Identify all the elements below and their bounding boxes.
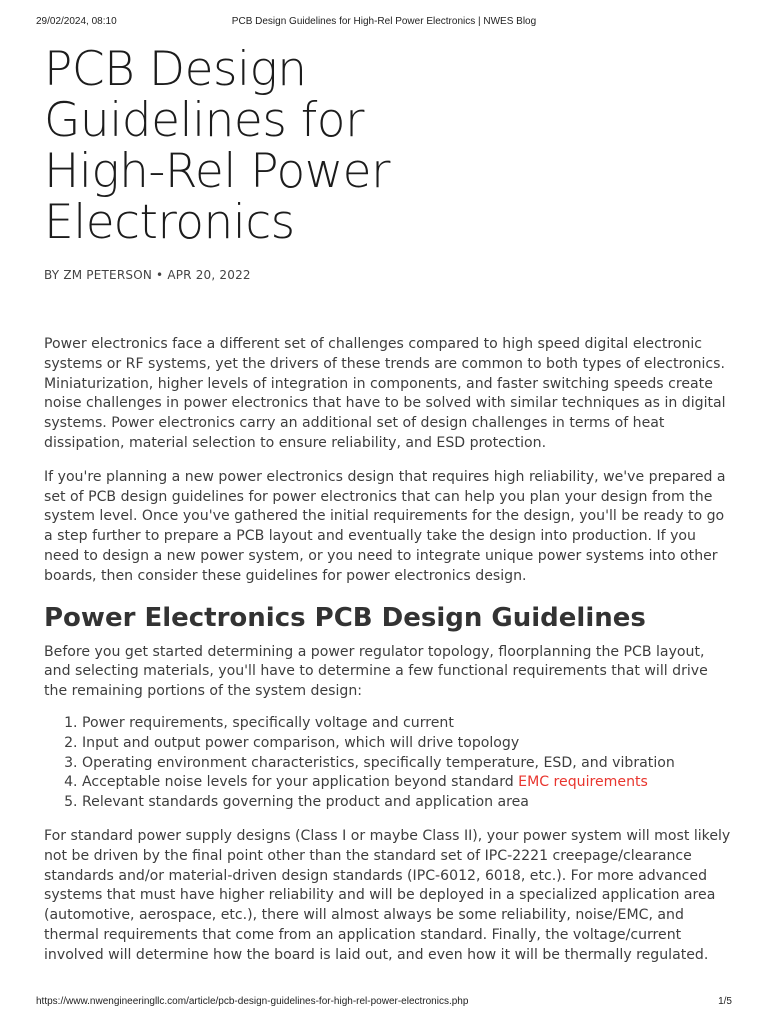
- list-item: [82, 793, 734, 813]
- article-title: PCB Design Guidelines for High-Rel Power Electronics: [44, 42, 390, 250]
- list-item: [82, 754, 734, 774]
- section-intro-paragraph: Before you get started determining a power regulator topology, floorplanning the PCB layout, and selecting materials, you'll have to determine a few functional requirements that will drive the remaining portions of the system design:: [44, 643, 708, 700]
- print-url: https://www.nwengineeringllc.com/article/pcb-design-guidelines-for-high-rel-power-electronics.php: [36, 996, 469, 1007]
- intro-paragraph-1: Power electronics face a different set of challenges compared to high speed digital electronic systems or RF systems, yet the drivers of these trends are common to both types of electronics. Miniaturization, higher levels of integration in components, and faster switching speeds create noise challenges in power electronics that have to be solved with similar techniques as in digital systems. Power electronics carry an additional set of design challenges in terms of heat dissipation, material selection to ensure reliability, and ESD protection.: [44, 336, 726, 451]
- list-item: [82, 773, 734, 793]
- print-datetime: 29/02/2024, 08:10: [36, 16, 117, 27]
- list-item-text: Input and output power comparison, which will drive topology: [82, 734, 520, 751]
- requirements-list: [44, 714, 734, 813]
- emc-requirements-link[interactable]: EMC requirements: [518, 774, 648, 791]
- list-item-text: Power requirements, specifically voltage and current: [82, 714, 454, 731]
- section-heading: Power Electronics PCB Design Guidelines: [44, 602, 646, 633]
- list-item-text: Operating environment characteristics, specifically temperature, ESD, and vibration: [82, 754, 675, 771]
- list-item: [82, 714, 734, 734]
- article-byline: BY ZM PETERSON • APR 20, 2022: [44, 268, 251, 282]
- page-number: 1/5: [718, 996, 732, 1007]
- closing-paragraph: For standard power supply designs (Class I or maybe Class II), your power system will most likely not be driven by the final point other than the standard set of IPC-2221 creepage/clearance standards and/or material-driven design standards (IPC-6012, 6018, etc.). For more advanced systems that must have higher reliability and will be deployed in a specialized application area (automotive, aerospace, etc.), there will almost always be some reliability, noise/EMC, and thermal requirements that come from an application standard. Finally, the voltage/current involved will determine how the board is laid out, and even how it will be thermally regulated.: [44, 827, 731, 963]
- article: [44, 44, 734, 966]
- intro-paragraph-2: If you're planning a new power electronics design that requires high reliability, we've prepared a set of PCB design guidelines for power electronics that can help you plan your design from the system level. Once you've gathered the initial requirements for the design, you'll be ready to go a step further to prepare a PCB layout and eventually take the design into production. If you need to design a new power system, or you need to integrate unique power systems into other boards, then consider these guidelines for power electronics design.: [44, 468, 726, 584]
- print-page-title: PCB Design Guidelines for High-Rel Power Electronics | NWES Blog: [231, 16, 537, 27]
- list-item: [82, 734, 734, 754]
- list-item-text: Acceptable noise levels for your application beyond standard: [82, 774, 519, 791]
- list-item-text: Relevant standards governing the product and application area: [82, 794, 529, 811]
